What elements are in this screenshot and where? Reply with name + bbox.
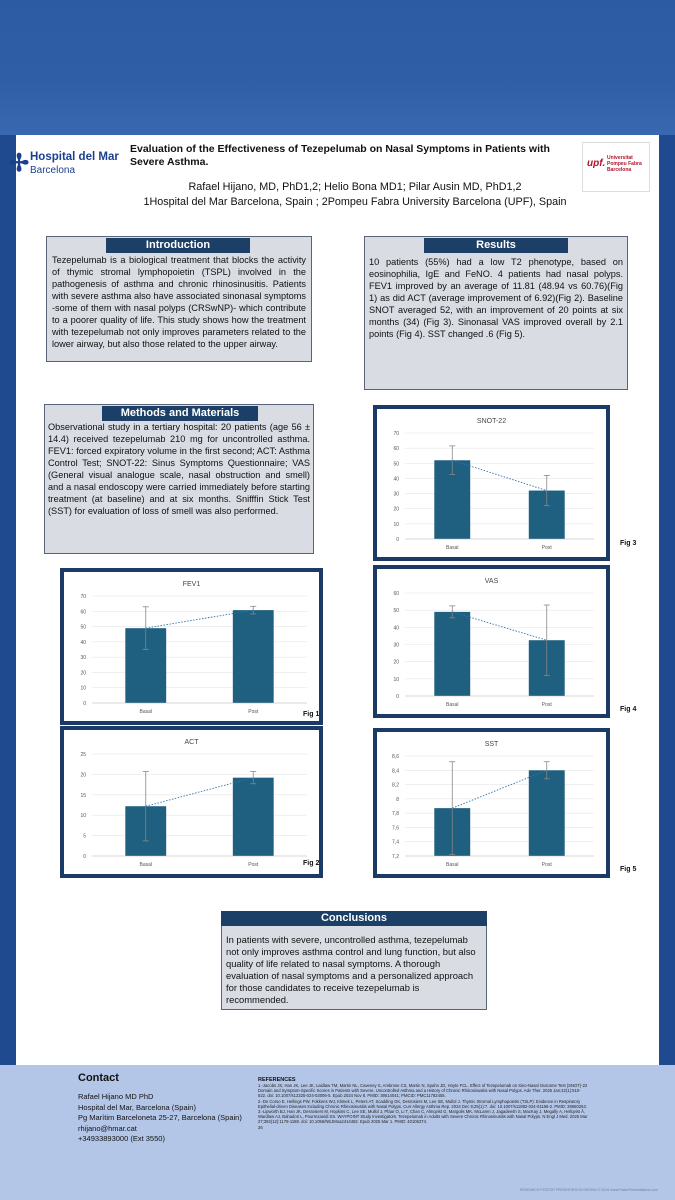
y-tick-label: 20 [393,659,399,666]
y-tick-label: 8 [396,796,399,803]
contact-phone: +34933893000 (Ext 3550) [78,1134,165,1143]
contact-line: Rafael Hijano MD PhD [78,1092,154,1101]
poster-title: Evaluation of the Effectiveness of Tezepelumab on Nasal Symptoms in Patients with Severe Asthma. [130,143,550,168]
y-tick-label: 0 [83,854,86,860]
chart-snot22 [373,405,610,561]
y-tick-label: 40 [393,476,399,483]
y-tick-label: 60 [393,446,399,453]
affiliations-line: 1Hospital del Mar Barcelona, Spain ; 2Pompeu Fabra University Barcelona (UPF), Spain [143,196,567,208]
reference-item: 26 [258,1124,263,1130]
y-tick-label: 70 [80,594,86,600]
y-tick-label: 20 [80,670,86,677]
chart-title: FEV1 [182,581,201,588]
chart-svg [64,730,319,874]
chart-svg [64,572,319,721]
upf-logo [582,142,650,192]
reference-item: 3.-Lipworth BJ, Han JK, Desrosiers M, Hopkins C, Lee SE, Mullol J, Pfaar O, Li T, Chan C, Almqvist G, Margolis MK, McLaren J, Jagadeesh S, MacKay J, Megally A, Hellqvist Å, Wardlaw AJ, Bahadori L, Pourrezaeidi SS. WAYPOINT Study Investigators. Tezepelumab in Adults with Severe Chronic Rhinosinusitis with Nasal Polyps. N Engl J Med. 2025 Mar 27;392(12):1178-1188. doi: 10.1056/NEJMoa2414482. Epub 2025 Mar 1. PMID: 40106374. [258,1109,588,1125]
x-tick-label: Post [541,545,552,551]
upf-mark: upf. [587,158,606,169]
y-tick-label: 40 [80,639,86,646]
bar [434,612,470,696]
y-tick-label: 50 [393,461,399,468]
y-tick-label: 10 [393,521,399,528]
fig5-label: Fig 5 [620,866,637,873]
x-tick-label: Basal [139,862,153,868]
y-tick-label: 10 [393,676,399,683]
header-banner [0,0,675,135]
results-text: 10 patients (55%) had a low T2 phenotype, based on eosinophilia, IgE and FeNO. 4 patients had nasal polyps. FEV1 improved by an average of 11.81 (48.94 vs 60.76)(Fig 1) as did ACT (average improvement of 6.92)(Fig 2). Baseline SNOT averaged 52, with an improvement of 20 points at six months (34) (Fig 3). Sinonasal VAS improved overall by 2.1 points (Fig 4). SST changed .6 (Fig 5). [369,257,623,339]
y-tick-label: 5 [83,833,86,840]
y-tick-label: 7,8 [392,811,399,818]
reference-item: 1.-Jacobs JS, Han JK, Lee JK, Laidlaw TM, Martin NL, Caveney S, Ambrose CS, Martin N, Spahn JD, Hoyte FCL. Effect of Tezepelumab on Sino-Nasal Outcome Test (SNOT)-22 Domain and Symptom-Specific Scores in Patients with Severe, Uncontrolled Asthma and a History of Chronic Rhinosinusitis with Nasal Polyps. Adv Ther. 2025 Jan;42(1):510-522. doi: 10.1007/s12325-024-03006-5. Epub 2024 Nov 8. PMID: 39514041; PMCID: PMC11782455. [258,1083,588,1099]
y-tick-label: 10 [80,685,86,692]
logo-left-line2: Barcelona [30,165,76,176]
y-tick-label: 10 [80,813,86,820]
authors-block [100,180,610,210]
chart-title: VAS [484,578,499,585]
x-tick-label: Basal [445,545,459,551]
methods-heading: Methods and Materials [102,406,258,421]
y-tick-label: 60 [80,609,86,616]
conclusions-heading: Conclusions [221,911,487,926]
y-tick-label: 30 [393,491,399,498]
y-tick-label: 8,6 [392,754,399,760]
chart-title: ACT [184,739,199,746]
y-tick-label: 70 [393,431,399,437]
y-tick-label: 20 [393,506,399,513]
fig4-label: Fig 4 [620,706,637,713]
references-list [258,1083,588,1130]
x-tick-label: Post [248,862,259,868]
x-tick-label: Post [541,702,552,708]
y-tick-label: 0 [83,701,86,707]
footer-credit: RESEARCH POSTER PRESENTATION DESIGN © 2019 www.PosterPresentations.com [520,1188,658,1192]
y-tick-label: 40 [393,625,399,632]
bar [233,610,274,703]
chart-sst [373,728,610,878]
hospital-del-mar-logo [8,148,119,182]
chart-title: SNOT-22 [476,418,507,425]
fig1-label: Fig 1 [303,711,320,718]
bar [529,770,565,856]
introduction-text: Tezepelumab is a biological treatment that blocks the activity of thymic stromal lymphopoietin (TSPL) involved in the pathogenesis of asthma and chronic rhinosinusitis. Patients with severe asthma also have associated sinonasal symptoms -some of them with nasal polyps (CRSwNP)- which contribute to a poorer quality of life. This study shows how the treatment with tezepelumab not only improves parameters related to the lower airway, but also those related to the upper airway. [52,255,306,349]
y-tick-label: 7,2 [392,854,399,860]
chart-svg [377,732,606,874]
chart-act [60,726,323,878]
y-tick-label: 50 [393,608,399,615]
contact-line: Hospital del Mar, Barcelona (Spain) [78,1102,196,1112]
x-tick-label: Basal [445,862,459,868]
y-tick-label: 25 [80,752,86,758]
chart-vas [373,565,610,718]
y-tick-label: 0 [396,537,399,543]
left-border [0,135,16,1065]
contact-heading: Contact [78,1072,119,1084]
y-tick-label: 8,2 [392,782,399,789]
bar [233,778,274,856]
right-border [659,135,675,1065]
chart-fev1 [60,568,323,725]
x-tick-label: Post [541,862,552,868]
chart-svg [377,569,606,714]
y-tick-label: 30 [393,642,399,649]
methods-text: Observational study in a tertiary hospital: 20 patients (age 56 ± 14.4) received tezepelumab 210 mg for uncontrolled asthma. FEV1: forced expiratory volume in the first second; ACT: Asthma Control Test; SNOT-22: Sinus Symptoms Questionnaire; VAS (General visual analogue scale, nasal obstruction and smell) and a nasal endoscopy were carried immediately before starting treatment (at baseline) and at six months. Snifffin Stick Test (SST) for evaluation of loss of smell was also performed. [48,422,310,516]
results-heading: Results [424,238,568,253]
introduction-heading: Introduction [106,238,250,253]
authors-line: Rafael Hijano, MD, PhD1,2; Helio Bona MD1; Pilar Ausin MD, PhD1,2 [188,181,522,193]
contact-details [78,1092,242,1145]
contact-email[interactable]: rhijano@hmar.cat [78,1123,137,1133]
y-tick-label: 7,6 [392,825,399,832]
upf-name: Universitat Pompeu Fabra Barcelona [607,155,642,173]
y-tick-label: 7,4 [392,839,399,846]
y-tick-label: 15 [80,792,86,799]
x-tick-label: Basal [139,709,153,715]
y-tick-label: 20 [80,772,86,779]
fig3-label: Fig 3 [620,540,637,547]
chart-title: SST [484,741,499,748]
logo-left-line1: Hospital del Mar [30,151,119,163]
y-tick-label: 8,4 [392,768,399,775]
fig2-label: Fig 2 [303,860,320,867]
y-tick-label: 50 [80,624,86,631]
y-tick-label: 0 [396,694,399,700]
contact-line: Pg Marítim Barceloneta 25-27, Barcelona (Spain) [78,1113,242,1122]
y-tick-label: 30 [80,655,86,662]
x-tick-label: Basal [445,702,459,708]
conclusions-text: In patients with severe, uncontrolled asthma, tezepelumab not only improves asthma control and lung function, but also quality of life related to nasal symptoms. A thorough evaluation of nasal symptoms and a personalized approach for those candidates to receive tezepelumab is recommended. [226,934,476,1005]
reference-item: 2.-De Corso E, Hellings PW, Fokkens WJ, Klimek L, Peters AT, Scadding GK, Desrosiers M, Lee SE, Mullol J. Thymic Stromal Lymphopoietin (TSLP): Evidence in Respiratory Epithelial-driven Diseases Including Chronic Rhinosinusitis with Nasal Polyps. Curr Allergy Asthma Rep. 2024 Dec 9;25(1):7. doi: 10.1007/s11882-024-01186-2. PMID: 39680253. [258,1098,587,1109]
hospital-cross-icon: ✢ [8,150,30,177]
references-heading: REFERENCES [258,1077,296,1083]
x-tick-label: Post [248,709,259,715]
y-tick-label: 60 [393,591,399,597]
chart-svg [377,409,606,557]
